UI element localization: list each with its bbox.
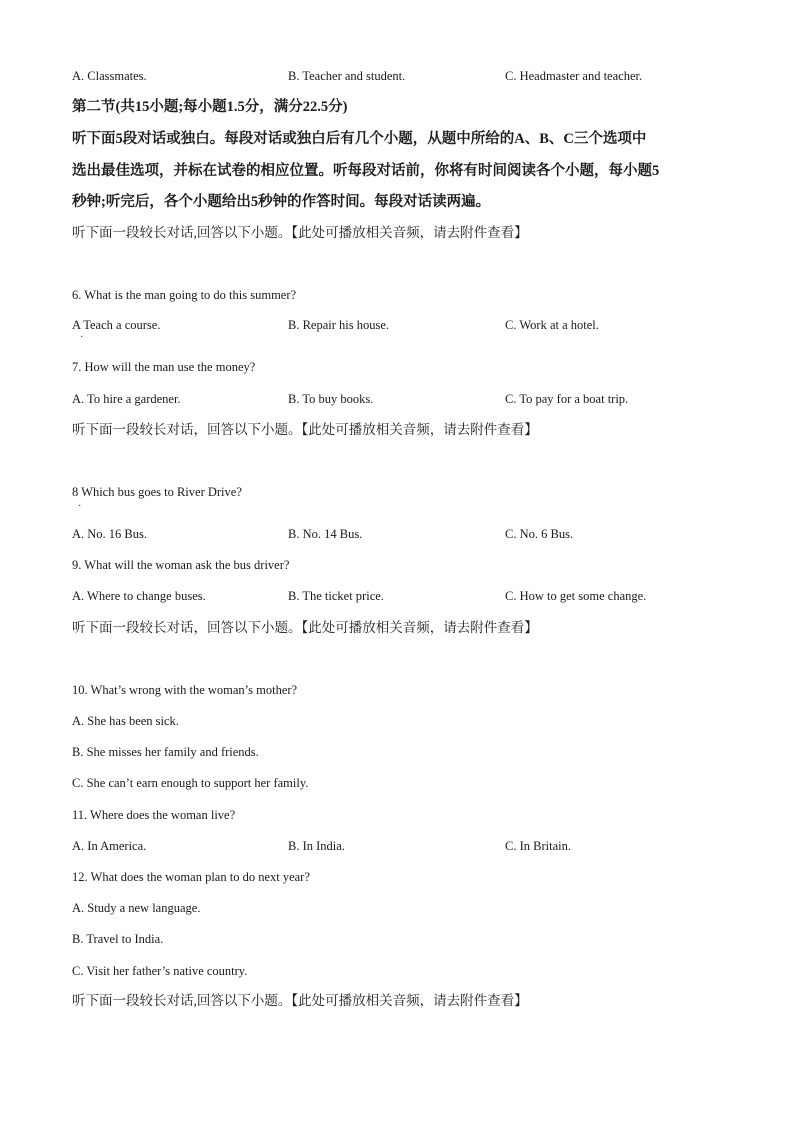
q6-option-b[interactable]: B. Repair his house. (288, 318, 390, 332)
print-dot-mark: · (80, 332, 84, 343)
q12-option-a[interactable]: A. Study a new language. (72, 901, 201, 915)
section-instruction-line: 听下面5段对话或独白。每段对话或独白后有几个小题，从题中所给的A、B、C三个选项中 (72, 131, 647, 147)
q5-option-b[interactable]: B. Teacher and student. (288, 69, 406, 83)
q5-options (72, 68, 732, 84)
q8-option-c[interactable]: C. No. 6 Bus. (505, 527, 574, 541)
question-10: 10. What’s wrong with the woman’s mother? (72, 683, 298, 697)
print-dot-mark: · (78, 501, 82, 512)
q8-options (72, 526, 732, 542)
q7-options (72, 391, 732, 407)
q7-option-a[interactable]: A. To hire a gardener. (72, 392, 181, 406)
question-8: 8 Which bus goes to River Drive? (72, 485, 242, 499)
q11-option-b[interactable]: B. In India. (288, 839, 345, 853)
q10-option-a[interactable]: A. She has been sick. (72, 714, 179, 728)
q9-option-a[interactable]: A. Where to change buses. (72, 589, 206, 603)
section-heading: 第二节(共15小题;每小题1.5分，满分22.5分) (72, 99, 348, 115)
q10-option-c[interactable]: C. She can’t earn enough to support her family. (72, 776, 309, 790)
question-12: 12. What does the woman plan to do next year? (72, 870, 310, 884)
question-11: 11. Where does the woman live? (72, 808, 236, 822)
q10-option-b[interactable]: B. She misses her family and friends. (72, 745, 259, 759)
section-instruction-line: 选出最佳选项，并标在试卷的相应位置。听每段对话前，你将有时间阅读各个小题，每小题5 (72, 163, 660, 179)
q11-option-a[interactable]: A. In America. (72, 839, 147, 853)
q11-option-c[interactable]: C. In Britain. (505, 839, 571, 853)
q9-option-b[interactable]: B. The ticket price. (288, 589, 384, 603)
q7-option-b[interactable]: B. To buy books. (288, 392, 374, 406)
question-9: 9. What will the woman ask the bus driver? (72, 558, 290, 572)
q12-option-b[interactable]: B. Travel to India. (72, 932, 164, 946)
q5-option-a[interactable]: A. Classmates. (72, 69, 147, 83)
audio-note: 听下面一段较长对话,回答以下小题。【此处可播放相关音频，请去附件查看】 (72, 993, 528, 1008)
q12-option-c[interactable]: C. Visit her father’s native country. (72, 964, 248, 978)
q5-option-c[interactable]: C. Headmaster and teacher. (505, 69, 643, 83)
question-7: 7. How will the man use the money? (72, 360, 256, 374)
q6-options (72, 317, 732, 333)
section-instruction-line: 秒钟;听完后，各个小题给出5秒钟的作答时间。每段对话读两遍。 (72, 194, 491, 210)
q6-option-a[interactable]: A Teach a course. (72, 318, 161, 332)
q7-option-c[interactable]: C. To pay for a boat trip. (505, 392, 629, 406)
audio-note: 听下面一段较长对话，回答以下小题。【此处可播放相关音频，请去附件查看】 (72, 422, 538, 437)
question-6: 6. What is the man going to do this summer? (72, 288, 297, 302)
q6-option-c[interactable]: C. Work at a hotel. (505, 318, 599, 332)
q9-option-c[interactable]: C. How to get some change. (505, 589, 647, 603)
audio-note: 听下面一段较长对话,回答以下小题。【此处可播放相关音频，请去附件查看】 (72, 225, 528, 240)
audio-note: 听下面一段较长对话，回答以下小题。【此处可播放相关音频，请去附件查看】 (72, 620, 538, 635)
q9-options (72, 588, 732, 604)
q11-options (72, 838, 732, 854)
q8-option-b[interactable]: B. No. 14 Bus. (288, 527, 363, 541)
q8-option-a[interactable]: A. No. 16 Bus. (72, 527, 148, 541)
